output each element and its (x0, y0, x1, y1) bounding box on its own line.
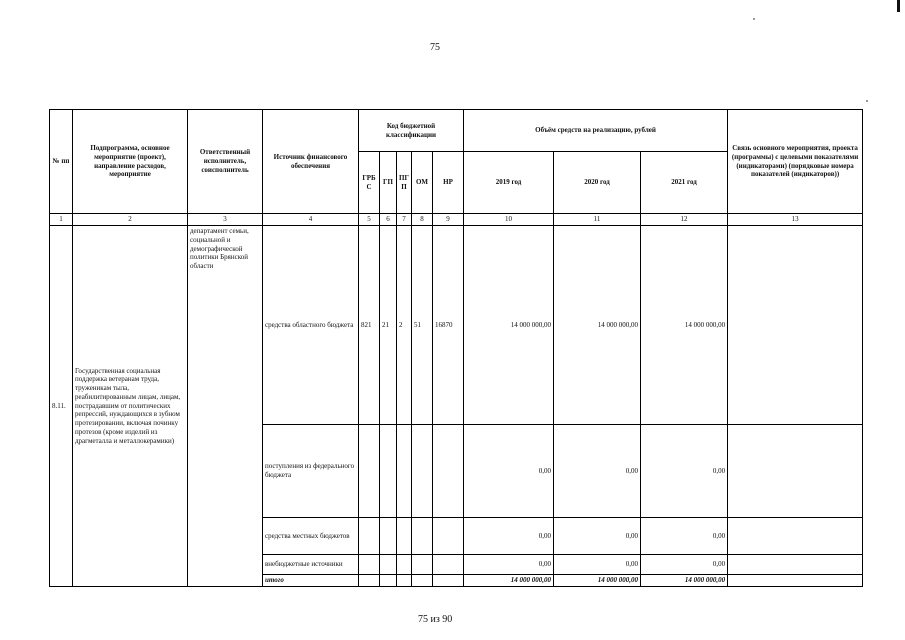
link-cell (728, 555, 863, 575)
pgp-cell: 2 (397, 226, 412, 425)
nr-cell (433, 425, 464, 518)
link-cell (728, 575, 863, 587)
header-gp: ГП (380, 152, 397, 214)
header-program: Подпрограмма, основное мероприятие (проект), направление расходов, мероприятие (73, 110, 188, 214)
gp-cell (380, 575, 397, 587)
table-row (50, 226, 863, 425)
scan-speck (866, 100, 868, 102)
header-row (50, 110, 863, 152)
grbs-cell (359, 575, 380, 587)
nr-cell: 16870 (433, 226, 464, 425)
nr-cell (433, 555, 464, 575)
column-number: 1 (50, 214, 73, 226)
pgp-cell (397, 518, 412, 555)
column-number: 7 (397, 214, 412, 226)
pgp-cell (397, 425, 412, 518)
column-number: 9 (433, 214, 464, 226)
header-grbs: ГРБ С (359, 152, 380, 214)
link-cell (728, 518, 863, 555)
header-pgp: ПГ П (397, 152, 412, 214)
amount-2019: 0,00 (464, 425, 554, 518)
source-cell: поступления из федерального бюджета (263, 425, 359, 518)
header-num: № пп (50, 110, 73, 214)
entry-responsible: департамент семьи, социальной и демографической политики Брянской области (188, 226, 263, 587)
total-2021: 14 000 000,00 (641, 575, 728, 587)
total-2019: 14 000 000,00 (464, 575, 554, 587)
column-number: 8 (412, 214, 433, 226)
amount-2020: 0,00 (554, 555, 641, 575)
column-number: 3 (188, 214, 263, 226)
header-nr: НР (433, 152, 464, 214)
amount-2021: 0,00 (641, 518, 728, 555)
column-number: 12 (641, 214, 728, 226)
entry-program: Государственная социальная поддержка ветеранам труда, труженикам тыла, реабилитированным лицам, лицам, пострадавшим от политических репрессий, нуждающихся в зубном протезировании, включая починку протезов (кроме изделий из драгметалла и металлокерамики) (73, 226, 188, 587)
grbs-cell (359, 555, 380, 575)
amount-2019: 0,00 (464, 518, 554, 555)
om-cell (412, 425, 433, 518)
header-source: Источник финансового обеспечения (263, 110, 359, 214)
grbs-cell (359, 425, 380, 518)
header-om: ОМ (412, 152, 433, 214)
amount-2021: 0,00 (641, 555, 728, 575)
header-responsible: Ответственный исполнитель, соисполнитель (188, 110, 263, 214)
om-cell (412, 575, 433, 587)
column-number: 4 (263, 214, 359, 226)
link-cell (728, 226, 863, 425)
grbs-cell (359, 518, 380, 555)
header-volume: Объём средств на реализацию, рублей (464, 110, 728, 152)
nr-cell (433, 518, 464, 555)
source-cell: средства местных бюджетов (263, 518, 359, 555)
column-number: 5 (359, 214, 380, 226)
column-number-row (50, 214, 863, 226)
gp-cell (380, 555, 397, 575)
amount-2020: 0,00 (554, 518, 641, 555)
gp-cell: 21 (380, 226, 397, 425)
header-budget-code: Код бюджетной классификации (359, 110, 464, 152)
column-number: 11 (554, 214, 641, 226)
link-cell (728, 425, 863, 518)
om-cell: 51 (412, 226, 433, 425)
header-link: Связь основного мероприятия, проекта (программы) с целевыми показателями (индикаторами) (порядковые номера показателей (индикаторов)) (728, 110, 863, 214)
header-2021: 2021 год (641, 152, 728, 214)
amount-2019: 14 000 000,00 (464, 226, 554, 425)
pgp-cell (397, 555, 412, 575)
gp-cell (380, 425, 397, 518)
grbs-cell: 821 (359, 226, 380, 425)
pgp-cell (397, 575, 412, 587)
scan-speck (753, 18, 755, 20)
column-number: 10 (464, 214, 554, 226)
amount-2020: 0,00 (554, 425, 641, 518)
column-number: 13 (728, 214, 863, 226)
column-number: 6 (380, 214, 397, 226)
gp-cell (380, 518, 397, 555)
header-2019: 2019 год (464, 152, 554, 214)
page-footer: 75 из 90 (418, 614, 453, 625)
amount-2021: 0,00 (641, 425, 728, 518)
entry-number: 8.11. (50, 226, 73, 587)
header-2020: 2020 год (554, 152, 641, 214)
amount-2021: 14 000 000,00 (641, 226, 728, 425)
source-cell: средства областного бюджета (263, 226, 359, 425)
om-cell (412, 555, 433, 575)
total-label: итого (263, 575, 359, 587)
budget-table (49, 109, 863, 587)
page-edge-mark (897, 0, 900, 12)
total-2020: 14 000 000,00 (554, 575, 641, 587)
amount-2019: 0,00 (464, 555, 554, 575)
page-number: 75 (430, 42, 440, 53)
column-number: 2 (73, 214, 188, 226)
om-cell (412, 518, 433, 555)
nr-cell (433, 575, 464, 587)
source-cell: внебюджетные источники (263, 555, 359, 575)
amount-2020: 14 000 000,00 (554, 226, 641, 425)
